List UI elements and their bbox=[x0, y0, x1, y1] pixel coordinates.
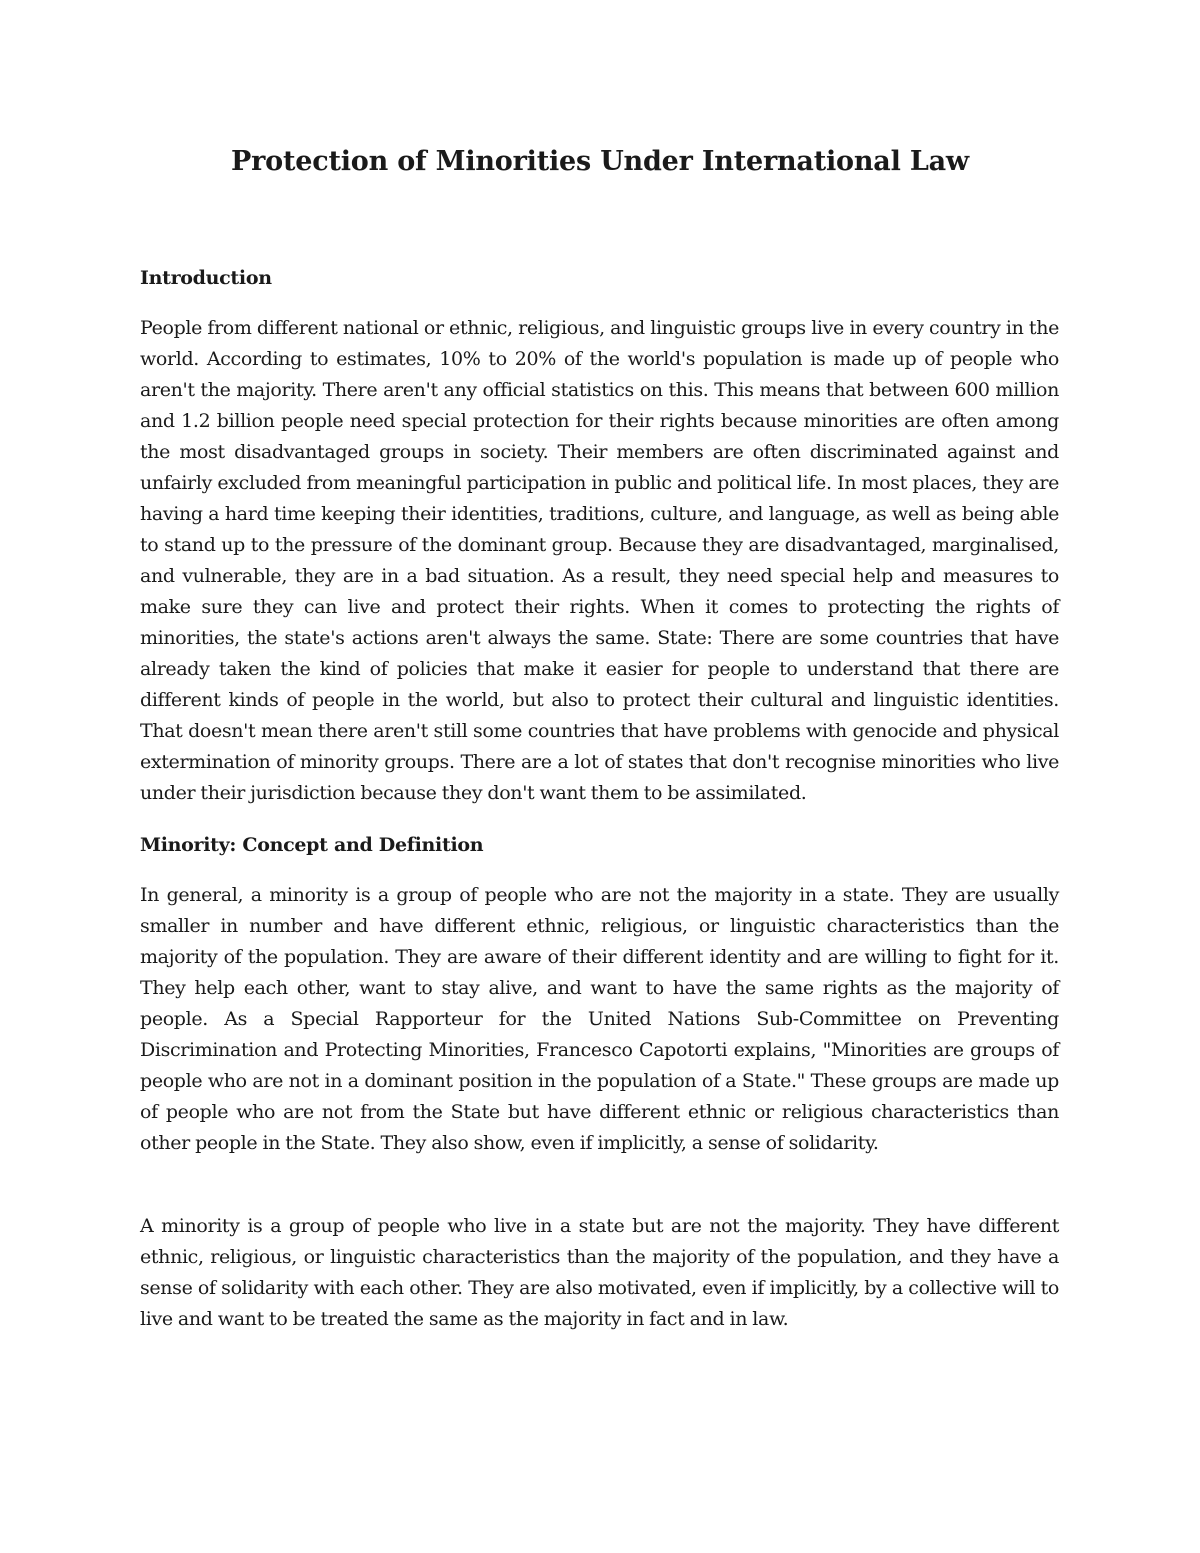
introduction-paragraph: People from different national or ethnic, religious, and linguistic groups live in every country in the world. According to estimates, 10% to 20% of the world's population is made up of people who aren't the majority. There aren't any official statistics on this. This means that between 600 million and 1.2 billion people need special protection for their rights because minorities are often among the most disadvantaged groups in society. Their members are often discriminated against and unfairly excluded from meaningful participation in public and political life. In most places, they are having a hard time keeping their identities, traditions, culture, and language, as well as being able to stand up to the pressure of the dominant group. Because they are disadvantaged, marginalised, and vulnerable, they are in a bad situation. As a result, they need special help and measures to make sure they can live and protect their rights. When it comes to protecting the rights of minorities, the state's actions aren't always the same. State: There are some countries that have already taken the kind of policies that make it easier for people to understand that there are different kinds of people in the world, but also to protect their cultural and linguistic identities. That doesn't mean there aren't still some countries that have problems with genocide and physical extermination of minority groups. There are a lot of states that don't recognise minorities who live under their jurisdiction because they don't want them to be assimilated. bbox=[140, 317, 1059, 804]
section-heading-minority-definition: Minority: Concept and Definition bbox=[140, 834, 484, 856]
minority-paragraph-1: In general, a minority is a group of people who are not the majority in a state. They are usually smaller in number and have different ethnic, religious, or linguistic characteristics than the majority of the population. They are aware of their different identity and are willing to fight for it. They help each other, want to stay alive, and want to have the same rights as the majority of people. As a Special Rapporteur for the United Nations Sub-Committee on Preventing Discrimination and Protecting Minorities, Francesco Capotorti explains, "Minorities are groups of people who are not in a dominant position in the population of a State." These groups are made up of people who are not from the State but have different ethnic or religious characteristics than other people in the State. They also show, even if implicitly, a sense of solidarity. bbox=[140, 884, 1059, 1154]
minority-paragraph-2: A minority is a group of people who live in a state but are not the majority. They have different ethnic, religious, or linguistic characteristics than the majority of the population, and they have a sense of solidarity with each other. They are also motivated, even if implicitly, by a collective will to live and want to be treated the same as the majority in fact and in law. bbox=[140, 1215, 1059, 1330]
section-heading-introduction: Introduction bbox=[140, 267, 272, 289]
document-title: Protection of Minorities Under International Law bbox=[231, 146, 969, 177]
